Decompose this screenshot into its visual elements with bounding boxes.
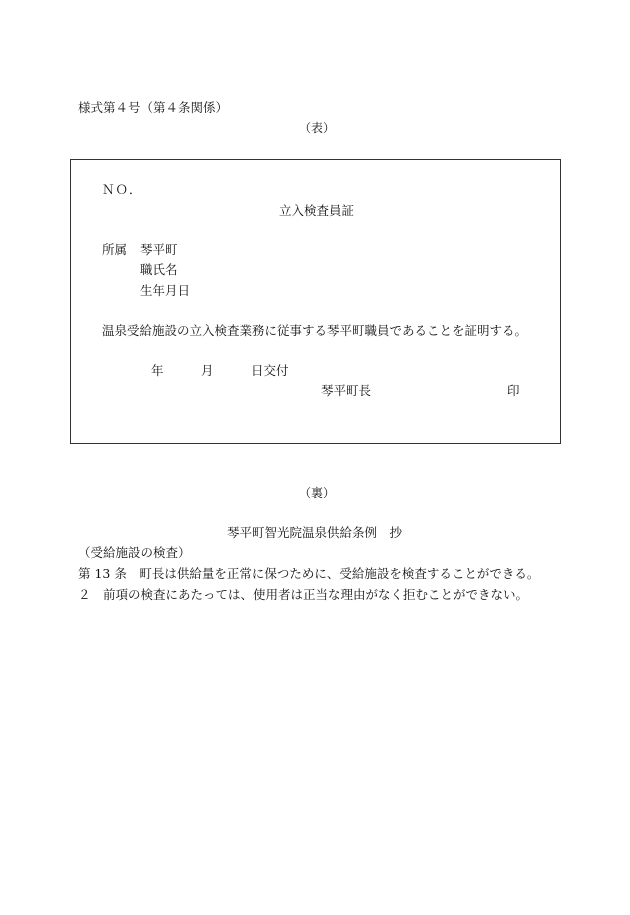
form-number: 様式第４号（第４条関係） bbox=[78, 100, 229, 115]
affiliation-label: 所属 bbox=[102, 242, 128, 257]
excerpt-title: 琴平町智光院温泉供給条例 抄 bbox=[227, 525, 403, 540]
affiliation-value: 琴平町 bbox=[140, 242, 178, 257]
issue-month-label: 月 bbox=[201, 363, 214, 378]
position-name-label: 職氏名 bbox=[140, 262, 178, 277]
issue-year-label: 年 bbox=[151, 363, 164, 378]
issue-day-label: 日交付 bbox=[251, 363, 289, 378]
card-title: 立入検査員証 bbox=[279, 203, 355, 218]
front-side-label: （表） bbox=[299, 121, 336, 135]
seal-label: 印 bbox=[507, 383, 520, 398]
certification-text: 温泉受給施設の立入検査業務に従事する琴平町職員であることを証明する。 bbox=[102, 323, 528, 338]
back-side-label: （裏） bbox=[299, 486, 336, 500]
article-13: 第 13 条 町長は供給量を正常に保つために、受給施設を検査することができる。 bbox=[78, 566, 540, 581]
inspector-id-card bbox=[70, 159, 561, 444]
section-heading: （受給施設の検査） bbox=[78, 545, 191, 560]
birthdate-label: 生年月日 bbox=[140, 283, 191, 298]
issuer-name: 琴平町長 bbox=[321, 383, 372, 398]
card-number-label: ＮＯ． bbox=[102, 182, 143, 197]
article-13-paragraph-2: ２ 前項の検査にあたっては、使用者は正当な理由がなく拒むことができない。 bbox=[78, 587, 529, 602]
